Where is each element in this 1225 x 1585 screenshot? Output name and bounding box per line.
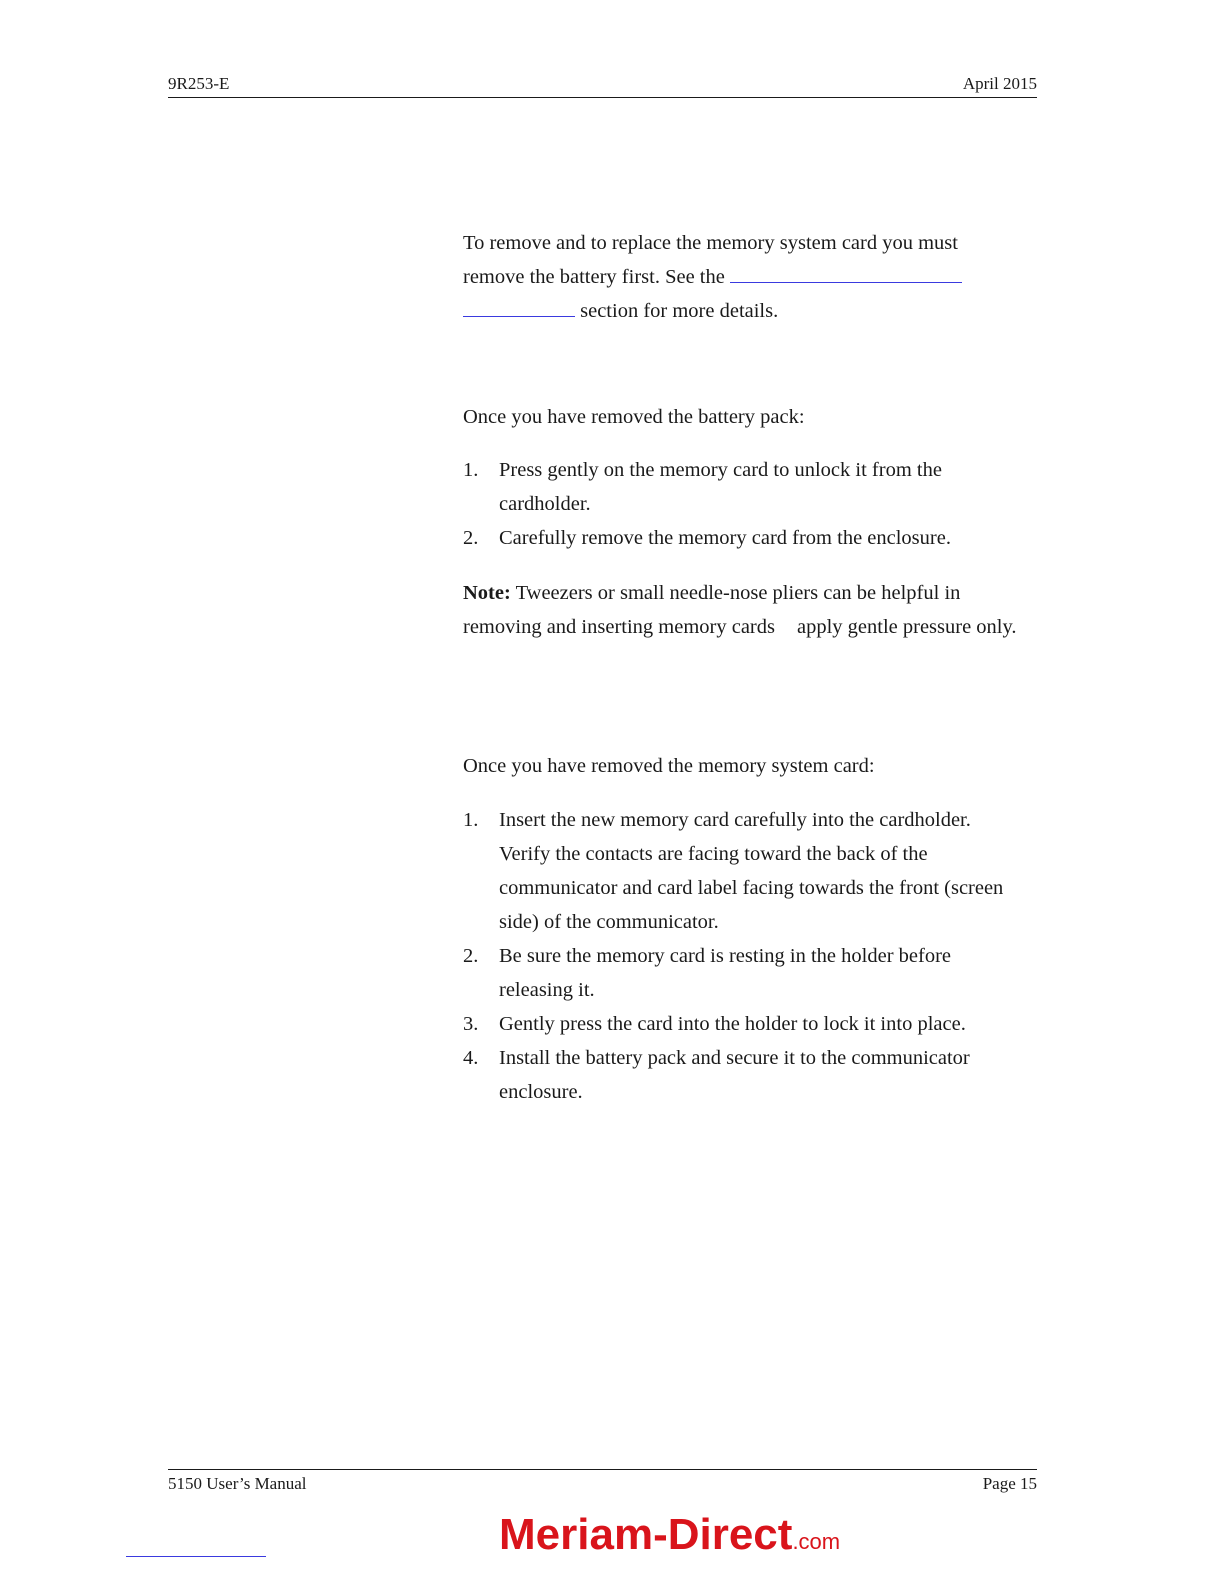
- brand-logo[interactable]: [499, 1510, 840, 1560]
- note-paragraph: [463, 576, 1023, 644]
- intro-line-3: section for more details.: [580, 300, 779, 322]
- brand-tld: .com: [792, 1529, 841, 1554]
- step-text: Carefully remove the memory card from the enclosure.: [499, 527, 951, 549]
- section-link-part-2[interactable]: [463, 298, 575, 317]
- step-number: 1.: [463, 809, 479, 831]
- footer-manual-title: 5150 User’s Manual: [168, 1474, 307, 1493]
- intro-paragraph: [463, 226, 1023, 328]
- footer-link-underline[interactable]: [126, 1556, 266, 1557]
- list-item: [463, 1007, 1023, 1041]
- step-number: 2.: [463, 945, 479, 967]
- header-rule: [168, 97, 1037, 98]
- footer-rule: [168, 1469, 1037, 1470]
- header-date: April 2015: [962, 74, 1037, 93]
- brand-name: Meriam-Direct: [499, 1510, 793, 1559]
- footer-page-number: Page 15: [982, 1474, 1037, 1493]
- list-item: [463, 1041, 1023, 1109]
- removal-intro: Once you have removed the battery pack:: [463, 406, 805, 428]
- intro-line-1: To remove and to replace the memory system card you must: [463, 232, 958, 254]
- list-item: [463, 803, 1023, 939]
- note-text-2: apply gentle pressure only.: [796, 616, 1017, 638]
- step-text: Be sure the memory card is resting in the holder before releasing it.: [499, 945, 951, 1001]
- step-text: Install the battery pack and secure it to the communicator enclosure.: [499, 1047, 970, 1103]
- section-link-part-1[interactable]: [730, 264, 962, 283]
- install-intro: Once you have removed the memory system card:: [463, 755, 875, 777]
- step-number: 2.: [463, 527, 479, 549]
- note-label: Note:: [463, 582, 511, 604]
- install-steps: [463, 803, 1023, 1109]
- list-item: [463, 453, 1023, 521]
- step-number: 3.: [463, 1013, 479, 1035]
- intro-line-2: remove the battery first. See the: [463, 266, 725, 288]
- removal-steps: [463, 453, 1023, 555]
- header-doc-id: 9R253-E: [168, 74, 230, 93]
- step-text: Press gently on the memory card to unlock it from the cardholder.: [499, 459, 942, 515]
- step-number: 1.: [463, 459, 479, 481]
- list-item: [463, 521, 1023, 555]
- step-text: Gently press the card into the holder to lock it into place.: [499, 1013, 966, 1035]
- list-item: [463, 939, 1023, 1007]
- step-number: 4.: [463, 1047, 479, 1069]
- step-text: Insert the new memory card carefully into the cardholder. Verify the contacts are facing toward the back of the communicator and card label facing towards the front (screen side) of the communicator.: [499, 809, 1004, 933]
- note-text-1: Tweezers or small needle-nose pliers can be helpful in removing and inserting memory cards: [463, 582, 961, 638]
